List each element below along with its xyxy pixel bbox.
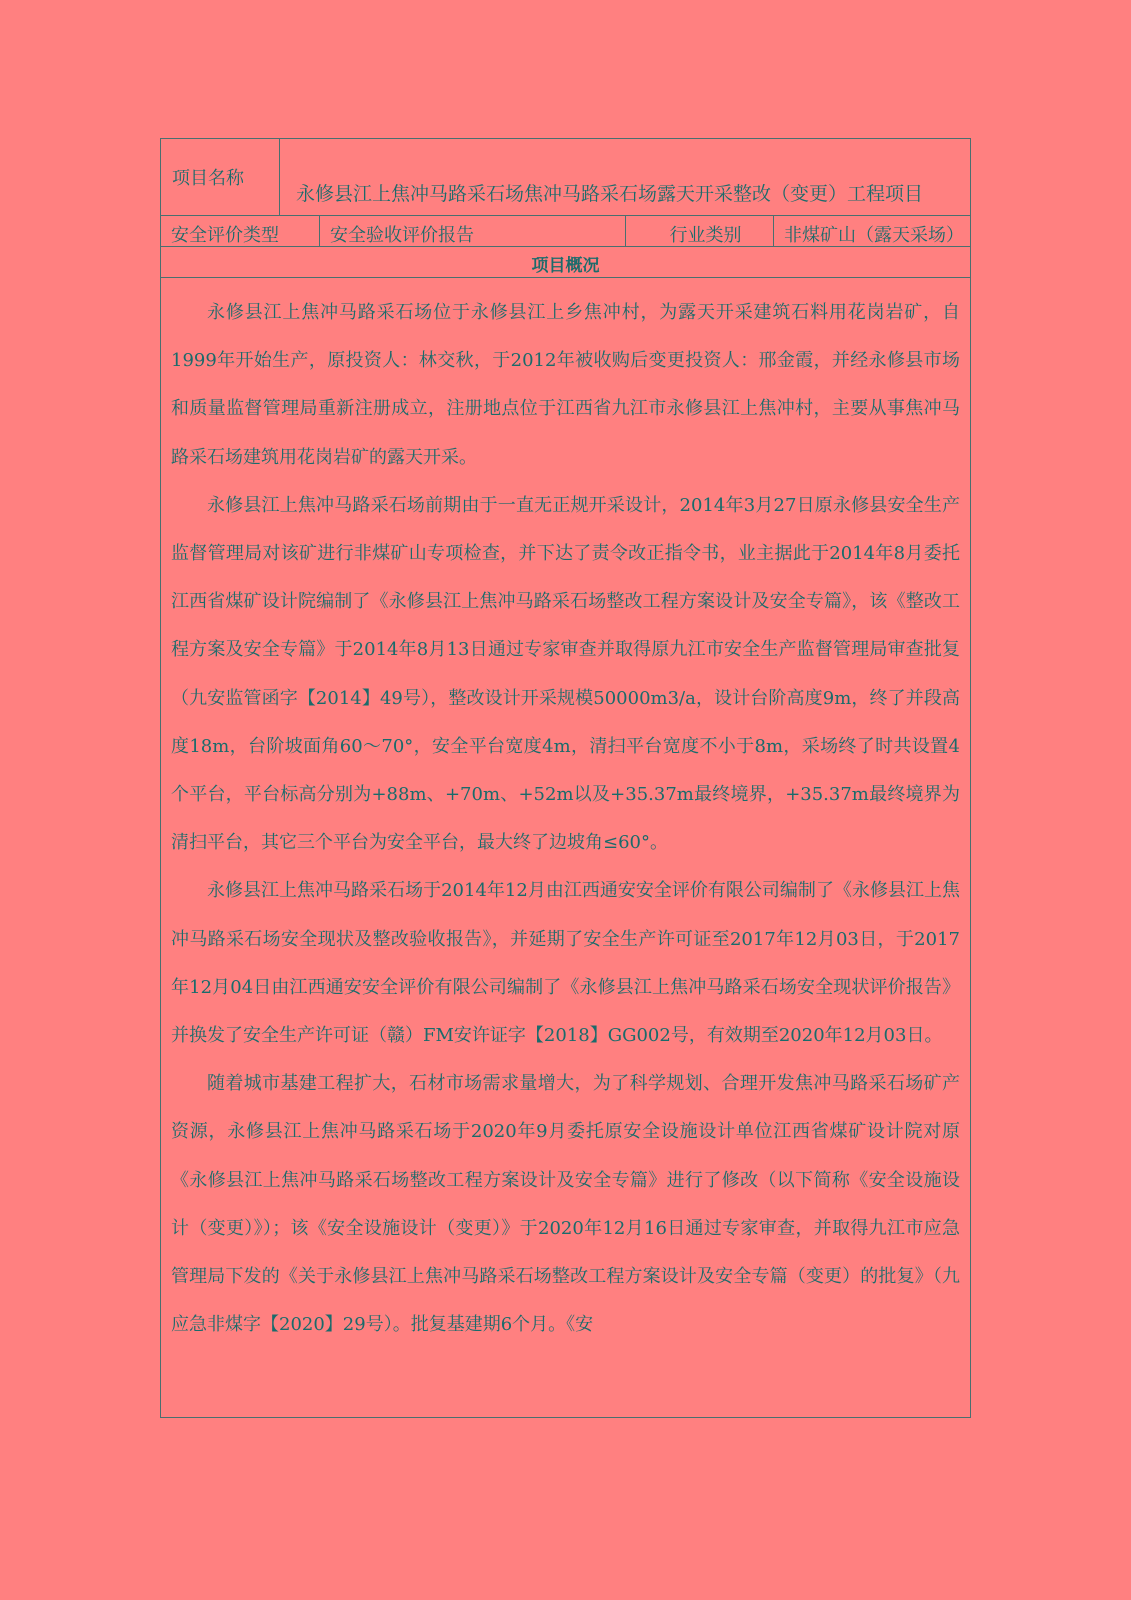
overview-paragraph: 永修县江上焦冲马路采石场位于永修县江上乡焦冲村，为露天开采建筑石料用花岗岩矿，自1999年开始生产，原投资人：林交秋，于2012年被收购后变更投资人：邢金霞，并经永修县市场和质量监督管理局重新注册成立，注册地点位于江西省九江市永修县江上焦冲村，主要从事焦冲马路采石场建筑用花岗岩矿的露天开采。 (171, 302, 960, 468)
eval-type-row (161, 216, 970, 247)
overview-paragraph: 随着城市基建工程扩大，石材市场需求量增大，为了科学规划、合理开发焦冲马路采石场矿产资源，永修县江上焦冲马路采石场于2020年9月委托原安全设施设计单位江西省煤矿设计院对原《永修县江上焦冲马路采石场整改工程方案设计及安全专篇》进行了修改（以下简称《安全设施设计（变更）》）；该《安全设施设计（变更）》于2020年12月16日通过专家审查，并取得九江市应急管理局下发的《关于永修县江上焦冲马路采石场整改工程方案设计及安全专篇（变更）的批复》（九应急非煤字【2020】29号）。批复基建期6个月。《安 (171, 1073, 960, 1336)
overview-heading-row (161, 247, 970, 278)
project-info-table (160, 138, 971, 1418)
overview-paragraph: 永修县江上焦冲马路采石场前期由于一直无正规开采设计，2014年3月27日原永修县安全生产监督管理局对该矿进行非煤矿山专项检查，并下达了责令改正指令书，业主据此于2014年8月委托江西省煤矿设计院编制了《永修县江上焦冲马路采石场整改工程方案设计及安全专篇》，该《整改工程方案及安全专篇》于2014年8月13日通过专家审查并取得原九江市安全生产监督管理局审查批复（九安监管函字【2014】49号），整改设计开采规模50000m3/a，设计台阶高度9m，终了并段高度18m，台阶坡面角60～70°，安全平台宽度4m，清扫平台宽度不小于8m，采场终了时共设置4个平台，平台标高分别为+88m、+70m、+52m以及+35.37m最终境界，+35.37m最终境界为清扫平台，其它三个平台为安全平台，最大终了边坡角≤60°。 (171, 494, 960, 854)
industry-value: 非煤矿山（露天采场） (773, 216, 970, 246)
overview-body (171, 289, 960, 1349)
overview-paragraph: 永修县江上焦冲马路采石场于2014年12月由江西通安安全评价有限公司编制了《永修县江上焦冲马路采石场安全现状及整改验收报告》，并延期了安全生产许可证至2017年12月03日，于2017年12月04日由江西通安安全评价有限公司编制了《永修县江上焦冲马路采石场安全现状评价报告》并换发了安全生产许可证（赣）FM安许证字【2018】GG002号，有效期至2020年12月03日。 (171, 880, 960, 1047)
project-name-value: 永修县江上焦冲马路采石场焦冲马路采石场露天开采整改（变更）工程项目 (279, 139, 970, 215)
project-name-label: 项目名称 (172, 168, 244, 189)
industry-label: 行业类别 (625, 216, 773, 246)
overview-heading: 项目概况 (531, 256, 600, 276)
project-name-row (161, 139, 970, 216)
eval-type-label: 安全评价类型 (171, 225, 279, 246)
eval-type-value: 安全验收评价报告 (319, 216, 625, 246)
